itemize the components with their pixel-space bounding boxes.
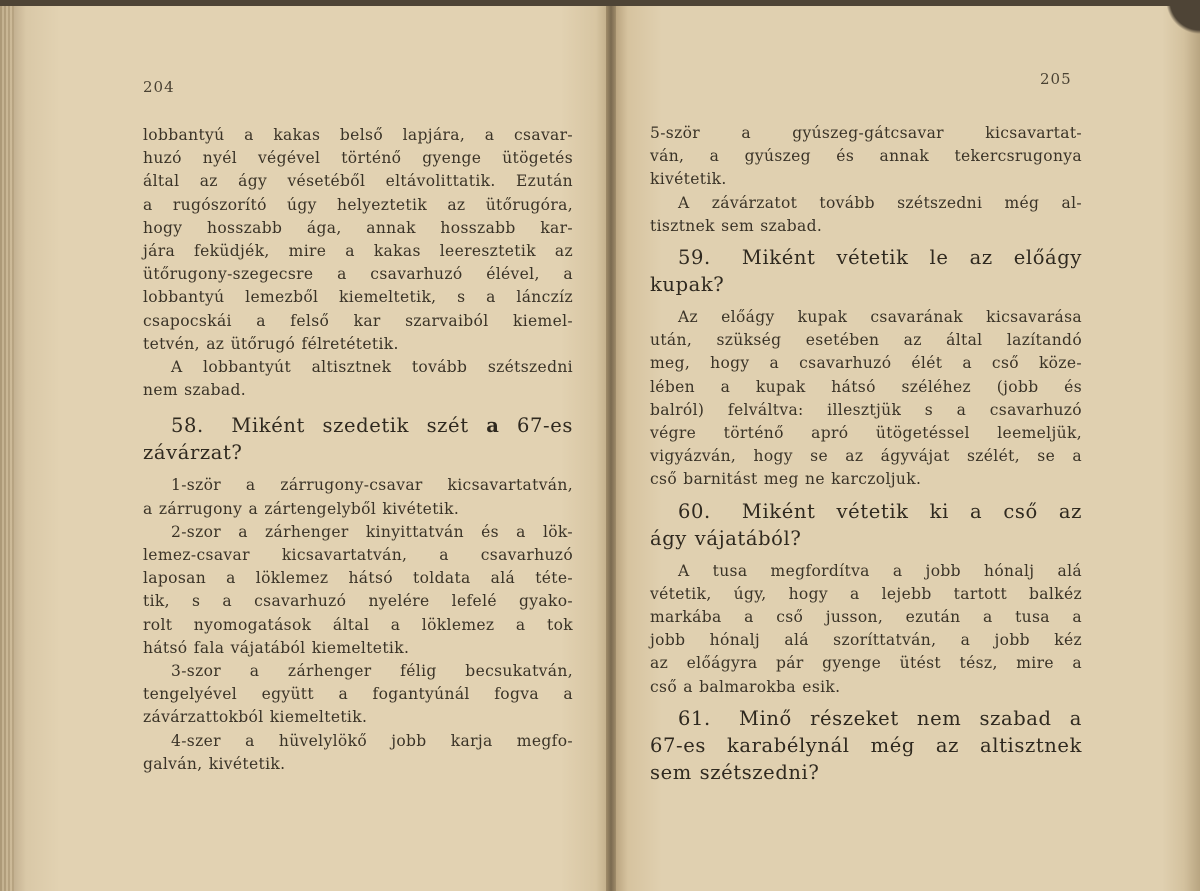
question-text: 67-es xyxy=(517,414,573,438)
question-number: 58. xyxy=(171,414,204,438)
question-text: Miként szedetik szét xyxy=(231,414,469,438)
text-line: A závárzatot tovább szétszedni még al- xyxy=(678,193,1082,212)
text-line: cső a balmarokba esik. xyxy=(650,677,841,696)
question-heading-60 xyxy=(650,498,1082,552)
text-line: jobb hónalj alá szoríttatván, a jobb kéz xyxy=(650,631,1082,650)
question-heading-59 xyxy=(650,244,1082,298)
question-text: Miként vétetik le az előágy xyxy=(741,246,1082,270)
question-text: Minő részeket nem szabad a xyxy=(739,706,1082,730)
right-page xyxy=(612,0,1200,891)
question-text: závárzat? xyxy=(143,441,243,465)
text-line: a zárrugony a zártengelyből kivétetik. xyxy=(143,499,460,518)
text-line: által az ágy vésetéből eltávolittatik. Ezután xyxy=(143,172,573,191)
text-line: cső barnitást meg ne karczoljuk. xyxy=(650,470,922,489)
text-line: után, szükség esetében az által lazítandó xyxy=(650,331,1082,350)
text-line: hátsó fala vájatából kiemeltetik. xyxy=(143,638,410,657)
question-number: 59. xyxy=(678,246,711,270)
text-line: lobbantyú lemezből kiemeltetik, s a lánczíz xyxy=(143,288,573,307)
text-line: a rugószorító úgy helyeztetik az ütőrugóra, xyxy=(143,195,573,214)
page-corner-shadow xyxy=(1160,0,1200,60)
text-line: ván, a gyúszeg és annak tekercsrugonya xyxy=(650,147,1082,166)
text-line: vigyázván, hogy se az ágyvájat szélét, se a xyxy=(650,447,1082,466)
question-text: ágy vájatából? xyxy=(650,526,802,550)
text-line: hogy hosszabb ága, annak hosszabb kar- xyxy=(143,218,573,237)
text-line: huzó nyél végével történő gyenge ütögetés xyxy=(143,149,573,168)
question-number: 61. xyxy=(678,706,711,730)
text-line: ütőrugony-szegecsre a csavarhuzó élével, a xyxy=(143,265,573,284)
text-line: markába a cső jusson, ezután a tusa a xyxy=(650,608,1082,627)
text-line: 2-szor a zárhenger kinyittatván és a lök- xyxy=(171,522,573,541)
text-line: Az előágy kupak csavarának kicsavarása xyxy=(678,308,1082,327)
book-gutter xyxy=(606,0,616,891)
paragraph xyxy=(143,124,573,356)
question-text: kupak? xyxy=(650,273,725,297)
text-line: lében a kupak hátsó széléhez (jobb és xyxy=(650,377,1082,396)
text-line: nem szabad. xyxy=(143,381,247,400)
text-line: csapocskái a felső kar szarvaiból kiemel- xyxy=(143,311,573,330)
text-line: tisztnek sem szabad. xyxy=(650,216,823,235)
paragraph xyxy=(143,660,573,730)
text-line: lemez-csavar kicsavartatván, a csavarhuzó xyxy=(143,546,573,565)
right-page-text xyxy=(650,122,1082,794)
text-line: tik, s a csavarhuzó nyelére lefelé gyako- xyxy=(143,592,573,611)
text-line: kivétetik. xyxy=(650,170,727,189)
paragraph xyxy=(650,192,1082,238)
text-line: A tusa megfordítva a jobb hónalj alá xyxy=(678,561,1082,580)
text-line: az előágyra pár gyenge ütést tész, mire a xyxy=(650,654,1082,673)
text-line: laposan a löklemez hátsó toldata alá téte- xyxy=(143,569,573,588)
paragraph xyxy=(143,730,573,776)
question-heading-58 xyxy=(143,412,573,466)
paragraph xyxy=(143,356,573,402)
page-number-left: 204 xyxy=(143,78,175,96)
paragraph xyxy=(143,521,573,660)
question-text-bold: a xyxy=(486,414,500,438)
text-line: balról) felváltva: illesztjük s a csavarhuzó xyxy=(650,400,1082,419)
text-line: vétetik, úgy, hogy a lejebb tartott balkéz xyxy=(650,584,1082,603)
question-text: Miként vétetik ki a cső az xyxy=(741,499,1082,523)
text-line: meg, hogy a csavarhuzó élét a cső köze- xyxy=(650,354,1082,373)
question-text: 67-es karabélynál még az altisztnek xyxy=(650,733,1082,757)
question-heading-61 xyxy=(650,705,1082,786)
paragraph xyxy=(650,122,1082,192)
text-line: 4-szer a hüvelylökő jobb karja megfo- xyxy=(171,731,573,750)
text-line: végre történő apró ütögetéssel leemeljük, xyxy=(650,424,1082,443)
paragraph xyxy=(650,306,1082,492)
text-line: galván, kivétetik. xyxy=(143,754,286,773)
question-number: 60. xyxy=(678,499,711,523)
left-page-text xyxy=(143,124,573,776)
page-edges xyxy=(0,0,14,891)
text-line: jára feküdjék, mire a kakas leeresztetik az xyxy=(143,242,573,261)
page-number-right: 205 xyxy=(1040,70,1072,88)
text-line: 5-ször a gyúszeg-gátcsavar kicsavartat- xyxy=(650,124,1082,142)
text-line: tetvén, az ütőrugó félretétetik. xyxy=(143,334,399,353)
paragraph xyxy=(143,474,573,520)
text-line: 1-ször a zárrugony-csavar kicsavartatván, xyxy=(171,476,573,495)
text-line: rolt nyomogatások által a löklemez a tok xyxy=(143,615,573,634)
text-line: lobbantyú a kakas belső lapjára, a csavar- xyxy=(143,126,573,144)
paragraph xyxy=(650,560,1082,699)
text-line: A lobbantyút altisztnek tovább szétszedni xyxy=(171,358,573,377)
book-top-edge xyxy=(0,0,1200,6)
text-line: závárzattokból kiemeltetik. xyxy=(143,708,368,727)
text-line: 3-szor a zárhenger félig becsukatván, xyxy=(171,662,573,681)
question-text: sem szétszedni? xyxy=(650,760,820,784)
text-line: tengelyével együtt a fogantyúnál fogva a xyxy=(143,685,573,704)
